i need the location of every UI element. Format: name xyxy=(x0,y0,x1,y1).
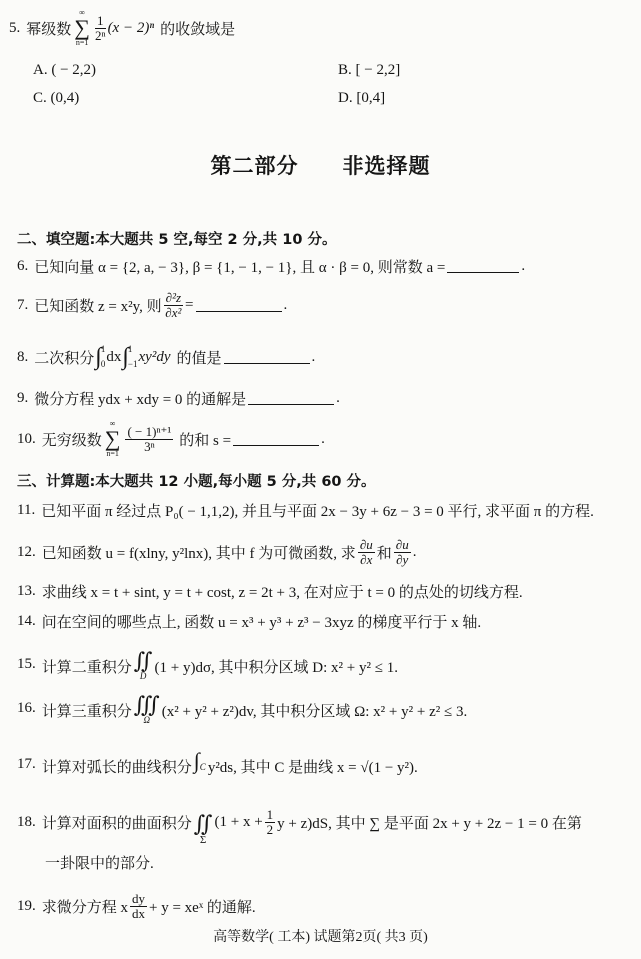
fraction xyxy=(394,538,411,566)
option-b: B. [ − 2,2] xyxy=(338,62,401,78)
question-number: 17. xyxy=(17,756,36,772)
integrand: (1 + y)dσ, 其中积分区域 D: x² + y² ≤ 1. xyxy=(154,660,398,676)
question-number: 13. xyxy=(17,583,36,599)
fraction xyxy=(164,291,183,319)
question-number: 15. xyxy=(17,656,36,672)
equals: = xyxy=(185,296,194,313)
numerator: ∂u xyxy=(359,536,373,552)
sigma-symbol: ∑ xyxy=(104,426,121,451)
summation xyxy=(105,420,121,458)
question-13 xyxy=(17,581,523,602)
question-text: 计算三重积分 xyxy=(41,704,132,720)
period: . xyxy=(283,296,288,313)
integral-sign: ∫ xyxy=(193,748,200,773)
fraction xyxy=(265,808,276,836)
question-number: 7. xyxy=(17,296,29,313)
period: . xyxy=(311,348,316,365)
section-heading-calculation: 三、计算题:本大题共 12 小题,每小题 5 分,共 60 分。 xyxy=(17,474,376,490)
question-number: 8. xyxy=(17,348,29,365)
integrand-part: y + z)dS, 其中 ∑ 是平面 2x + y + 2z − 1 = 0 在第 xyxy=(277,815,582,832)
sum-upper: ∞ xyxy=(79,8,85,17)
integral-sign: ∬ xyxy=(193,810,213,836)
question-text: 微分方程 ydx + xdy = 0 的通解是 xyxy=(34,392,247,408)
triple-integral xyxy=(134,694,160,725)
integrand: y²ds, 其中 C 是曲线 x = √(1 − y²). xyxy=(207,760,418,776)
question-text: 已知函数 z = x²y, 则 xyxy=(34,298,162,315)
question-tail: + y = xeˣ 的通解. xyxy=(149,899,256,916)
section-heading-fill-blank: 二、填空题:本大题共 5 空,每空 2 分,共 10 分。 xyxy=(17,232,337,248)
integrand: (x² + y² + z²)dv, 其中积分区域 Ω: x² + y² + z² ≤ 3. xyxy=(161,704,468,720)
period: . xyxy=(336,390,340,406)
period: . xyxy=(412,543,417,560)
integral xyxy=(95,342,105,373)
denominator: ∂y xyxy=(396,551,409,567)
question-number: 19. xyxy=(17,897,36,914)
question-number: 16. xyxy=(17,700,36,716)
answer-blank xyxy=(447,260,519,273)
question-number: 5. xyxy=(9,19,21,36)
surface-integral xyxy=(193,810,213,846)
sum-lower: n=1 xyxy=(75,38,89,47)
question-number: 10. xyxy=(17,430,36,447)
fraction xyxy=(358,538,375,566)
denominator: 2ⁿ xyxy=(94,27,106,43)
numerator: ∂²z xyxy=(165,289,182,305)
integral-region: Ω xyxy=(143,715,151,725)
question-text: 求微分方程 x xyxy=(41,899,129,916)
option-c: C. (0,4) xyxy=(33,90,80,106)
question-text: 无穷级数 xyxy=(41,432,102,449)
numerator: dy xyxy=(132,890,146,906)
fraction xyxy=(95,14,106,42)
lower-limit: 0 xyxy=(100,359,106,369)
question-18 xyxy=(17,800,582,844)
sigma-symbol: ∑ xyxy=(74,15,90,40)
question-text: 计算对弧长的曲线积分 xyxy=(41,760,192,776)
question-number: 12. xyxy=(17,543,36,560)
question-text: 问在空间的哪些点上, 函数 u = x³ + y³ + z³ − 3xyz 的梯度平行于 x 轴. xyxy=(41,615,482,631)
question-text: 已知向量 α = {2, a, − 3}, β = {1, − 1, − 1}, 且 α · β = 0, 则常数 a = xyxy=(34,260,446,276)
question-tail: 的和 s = xyxy=(179,432,232,449)
question-tail: 的收敛域是 xyxy=(160,21,236,38)
fraction xyxy=(130,892,147,920)
question-6 xyxy=(17,256,525,277)
integral-sign: ∬ xyxy=(133,648,153,673)
integrand: xy²dy xyxy=(138,348,171,365)
integral-region: D xyxy=(139,671,147,681)
integral-curve: C xyxy=(199,762,206,772)
answer-blank xyxy=(233,433,319,446)
integrand-part: (1 + x + xyxy=(214,813,263,830)
numerator: ( − 1)ⁿ⁺¹ xyxy=(127,423,172,439)
page-footer: 高等数学( 工本) 试题第2页( 共3 页) xyxy=(213,930,428,945)
option-a: A. ( − 2,2) xyxy=(33,62,97,78)
conjunction: 和 xyxy=(376,545,392,562)
question-text: 二次积分 xyxy=(34,350,95,367)
question-number: 6. xyxy=(17,258,29,274)
line-integral xyxy=(194,750,206,772)
period: . xyxy=(521,258,526,274)
question-16 xyxy=(17,694,467,734)
question-text: 幂级数 xyxy=(26,21,72,38)
upper-limit: 1 xyxy=(127,343,133,354)
question-tail: 的值是 xyxy=(176,350,222,367)
answer-blank xyxy=(196,299,282,312)
question-10 xyxy=(17,420,325,458)
question-11 xyxy=(17,500,594,521)
numerator: 1 xyxy=(97,12,104,28)
denominator: ∂x xyxy=(360,551,373,567)
integral-sign: ∫ xyxy=(95,343,102,370)
question-7 xyxy=(17,289,287,321)
answer-blank xyxy=(224,351,310,364)
question-number: 14. xyxy=(17,613,36,629)
sum-lower: n=1 xyxy=(106,449,119,458)
question-17 xyxy=(17,750,418,786)
double-integral xyxy=(134,650,153,681)
denominator: 2 xyxy=(266,821,274,837)
integral-sign: ∭ xyxy=(133,692,160,717)
question-8 xyxy=(17,340,315,374)
denominator: ∂x² xyxy=(165,304,182,320)
question-15 xyxy=(17,650,398,690)
question-text: 计算二重积分 xyxy=(41,660,132,676)
numerator: 1 xyxy=(266,806,274,822)
differential: dx xyxy=(106,348,122,365)
integral xyxy=(122,342,137,373)
question-18-continuation: 一卦限中的部分. xyxy=(45,856,154,872)
question-number: 18. xyxy=(17,813,36,830)
expression: (x − 2)ⁿ xyxy=(107,19,155,36)
answer-blank xyxy=(248,392,334,405)
question-12 xyxy=(17,536,416,568)
fraction xyxy=(125,425,173,453)
period: . xyxy=(321,430,325,447)
question-text: 已知平面 π 经过点 P₀( − 1,1,2), 并且与平面 2x − 3y + 6z − 3 = 0 平行, 求平面 π 的方程. xyxy=(41,504,594,520)
integral-surface: Σ xyxy=(199,833,207,846)
question-9 xyxy=(17,388,340,409)
denominator: 3ⁿ xyxy=(144,438,155,454)
upper-limit: 1 xyxy=(100,343,106,354)
question-text: 已知函数 u = f(xlny, y²lnx), 其中 f 为可微函数, 求 xyxy=(41,545,356,562)
lower-limit: −1 xyxy=(127,359,138,369)
question-text: 计算对面积的曲面积分 xyxy=(41,815,192,832)
numerator: ∂u xyxy=(395,536,409,552)
question-14 xyxy=(17,611,481,632)
question-number: 11. xyxy=(17,502,36,518)
option-d: D. [0,4] xyxy=(338,90,386,106)
question-19 xyxy=(17,890,256,922)
question-number: 9. xyxy=(17,390,29,406)
integral-sign: ∫ xyxy=(122,343,129,370)
denominator: dx xyxy=(132,905,146,921)
summation xyxy=(74,9,90,47)
sum-upper: ∞ xyxy=(109,419,116,428)
question-text: 求曲线 x = t + sint, y = t + cost, z = 2t + 3, 在对应于 t = 0 的点处的切线方程. xyxy=(41,585,523,601)
part-title: 第二部分 非选择题 xyxy=(210,154,431,178)
